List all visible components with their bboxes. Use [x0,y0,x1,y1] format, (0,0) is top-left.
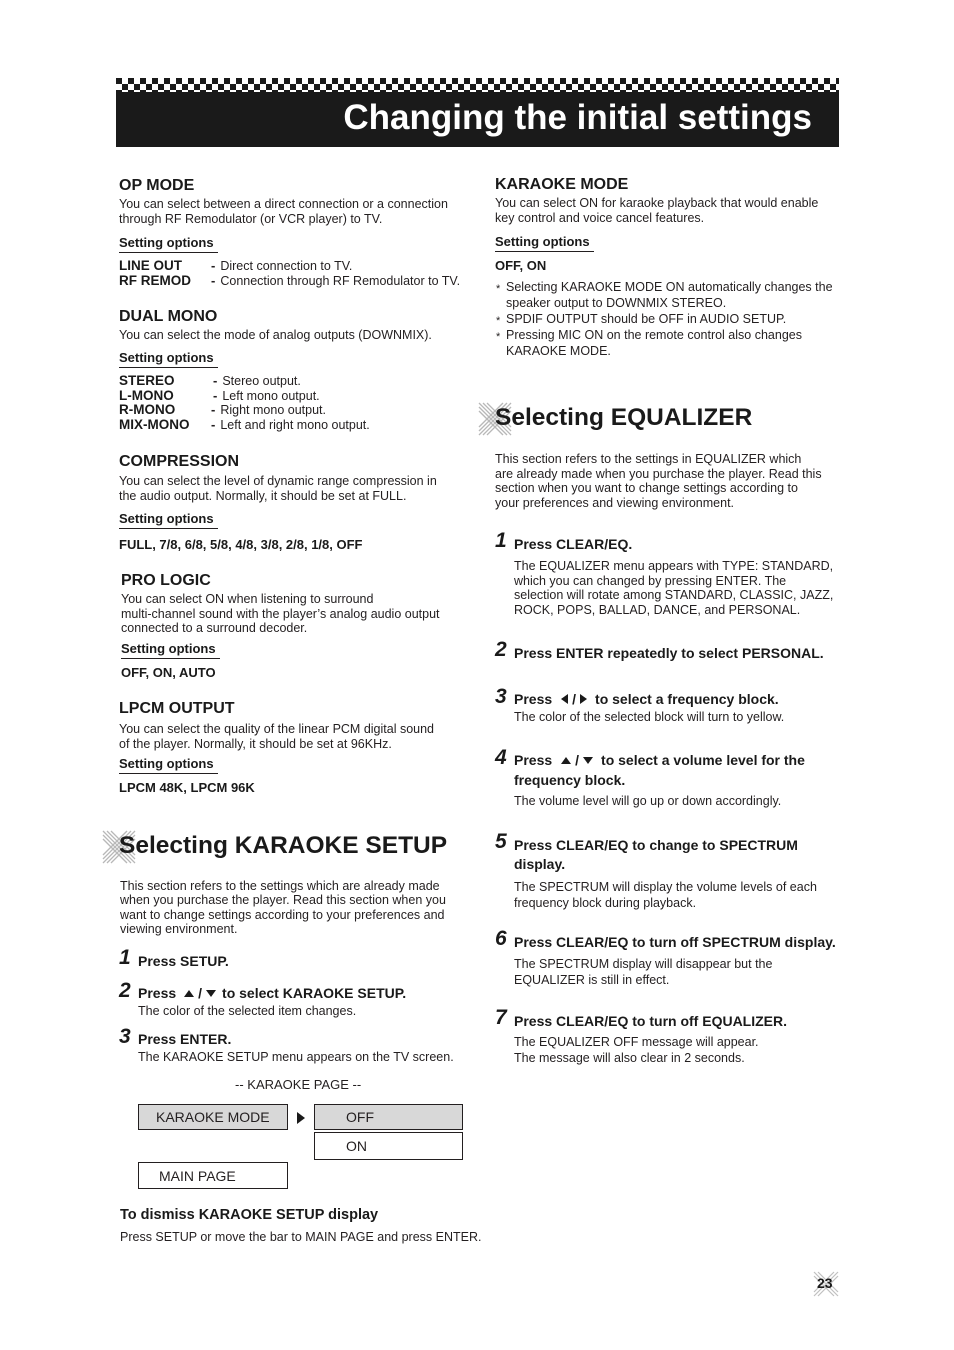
up-arrow-icon [184,990,194,997]
step-sub-line: frequency block during playback. [514,896,697,910]
step-sub-line: The message will also clear in 2 seconds. [514,1051,745,1065]
step-text [514,691,779,707]
left-arrow-icon [561,694,568,704]
step-sub [514,956,849,988]
step-text [514,752,805,768]
option-name: LINE OUT [119,258,182,273]
step-sub [514,879,849,911]
option-dash: - [211,258,216,273]
menu-item-main-page: MAIN PAGE [138,1162,288,1189]
intro-line: want to change settings according to your preferences and [120,907,445,922]
step-text-part: to select a volume level for the [601,752,805,768]
step-sub: The color of the selected block will turn to yellow. [514,710,785,724]
karaoke-mode-values: OFF, ON [495,258,547,273]
op-mode-desc [119,197,464,226]
option-desc: Connection through RF Remodulator to TV. [220,274,461,288]
step-number: 2 [119,979,131,1002]
step-text-part: to select a frequency block. [595,691,779,707]
step-number: 1 [119,946,131,969]
option-dash: - [211,273,216,288]
note-line: Pressing MIC ON on the remote control also changes [506,328,802,342]
step-sub-line: selection will rotate among STANDARD, CLASSIC, JAZZ, [514,588,834,602]
op-mode-setting-options-label: Setting options [119,235,218,253]
karaoke-setup-intro [120,879,465,936]
intro-line: when you purchase the player. Read this section when you [120,893,446,908]
op-mode-heading: OP MODE [119,177,195,194]
step-number: 3 [119,1025,131,1048]
equalizer-intro [495,452,845,510]
lpcm-output-desc-line: of the player. Normally, it should be set at 96KHz. [119,736,392,751]
step-sub-line: ROCK, POPS, BALLAD, DANCE, and PERSONAL. [514,602,801,617]
option-desc: Left mono output. [222,389,320,403]
option-dash: - [213,388,218,403]
option-desc: Left and right mono output. [220,418,370,432]
asterisk-icon: * [496,315,501,327]
karaoke-mode-desc-line: key control and voice cancel features. [495,210,705,225]
note-item [496,311,846,327]
compression-desc [119,474,464,503]
intro-line: are already made when you purchase the player. Read this [495,466,822,481]
lpcm-output-setting-options-label: Setting options [119,756,218,774]
step-text: Press CLEAR/EQ to turn off SPECTRUM display. [514,934,836,950]
option-name: RF REMOD [119,273,191,288]
compression-desc-line: the audio output. Normally, it should be set at FULL. [119,488,407,503]
note-line: speaker output to DOWNMIX STEREO. [506,296,727,310]
step-sub-line: The EQUALIZER menu appears with TYPE: STANDARD, [514,559,834,573]
compression-desc-line: You can select the level of dynamic range compression in [119,474,437,488]
step-number: 1 [495,529,507,552]
dual-mono-desc: You can select the mode of analog outputs (DOWNMIX). [119,328,432,342]
intro-line: This section refers to the settings in EQUALIZER which [495,452,802,466]
note-line: SPDIF OUTPUT should be OFF in AUDIO SETUP. [506,312,787,326]
up-arrow-icon [561,757,571,764]
dual-mono-option-stereo [119,373,301,388]
step-sub-line: which you can changed by pressing ENTER. The [514,573,787,588]
slash: / [575,752,580,768]
dual-mono-option-l-mono [119,388,320,403]
dismiss-heading: To dismiss KARAOKE SETUP display [120,1207,379,1223]
down-arrow-icon [583,757,593,764]
op-mode-option-line-out [119,258,352,273]
slash: / [572,691,577,707]
right-arrow-icon [580,694,587,704]
note-line: KARAOKE MODE. [506,344,611,358]
pro-logic-setting-options-label: Setting options [121,641,220,659]
option-name: L-MONO [119,388,174,403]
step-number: 4 [495,746,507,769]
header-banner [116,92,839,147]
intro-line: section when you want to change settings according to [495,481,798,496]
menu-option-off: OFF [314,1104,463,1130]
pro-logic-desc [121,592,466,636]
step-sub-line: The EQUALIZER OFF message will appear. [514,1035,759,1049]
step-text: Press CLEAR/EQ to change to SPECTRUM [514,837,798,853]
option-dash: - [213,373,218,388]
karaoke-mode-desc-line: You can select ON for karaoke playback that would enable [495,196,819,210]
karaoke-mode-desc [495,196,845,225]
step-text-continued: frequency block. [514,772,626,788]
note-line: Selecting KARAOKE MODE ON automatically changes the [506,280,833,294]
step-text-part: Press [514,752,553,768]
slash: / [198,985,203,1001]
note-item [496,327,846,359]
option-dash: - [211,402,216,417]
step-number: 3 [495,685,507,708]
pro-logic-desc-line: multi-channel sound with the player’s analog audio output [121,606,440,621]
page-title: Changing the initial settings [343,98,812,137]
intro-line: viewing environment. [120,921,238,936]
step-sub-line: EQUALIZER is still in effect. [514,973,670,987]
dual-mono-option-r-mono [119,402,326,417]
dismiss-text: Press SETUP or move the bar to MAIN PAGE and press ENTER. [120,1230,482,1244]
karaoke-setup-heading: Selecting KARAOKE SETUP [119,832,448,859]
intro-line: This section refers to the settings which are already made [120,879,440,893]
op-mode-option-rf-remod [119,273,460,288]
option-desc: Direct connection to TV. [220,259,353,273]
step-number: 5 [495,830,507,853]
step-text-part: to select KARAOKE SETUP. [222,985,407,1001]
menu-item-karaoke-mode: KARAOKE MODE [138,1104,288,1130]
step-sub: The KARAOKE SETUP menu appears on the TV screen. [138,1050,454,1064]
step-text [138,985,406,1001]
pro-logic-desc-line: You can select ON when listening to surround [121,592,374,606]
pro-logic-heading: PRO LOGIC [121,572,211,589]
dual-mono-option-mix-mono [119,417,370,432]
step-sub: The volume level will go up or down accordingly. [514,794,782,808]
step-sub [514,1034,849,1066]
asterisk-icon: * [496,331,501,343]
lpcm-output-heading: LPCM OUTPUT [119,700,235,717]
asterisk-icon: * [496,283,501,295]
option-name: MIX-MONO [119,417,190,432]
dual-mono-setting-options-label: Setting options [119,350,218,368]
option-desc: Stereo output. [222,374,301,388]
pro-logic-values: OFF, ON, AUTO [121,665,216,680]
step-sub-line: The SPECTRUM display will disappear but the [514,957,773,971]
step-text: Press CLEAR/EQ to turn off EQUALIZER. [514,1013,788,1029]
pro-logic-desc-line: connected to a surround decoder. [121,621,308,636]
step-number: 6 [495,927,507,950]
lpcm-output-values: LPCM 48K, LPCM 96K [119,780,255,795]
step-sub-line: The SPECTRUM will display the volume levels of each [514,880,817,894]
lpcm-output-desc [119,722,464,751]
option-name: STEREO [119,373,175,388]
page-number: 23 [817,1275,833,1291]
note-item [496,279,846,311]
step-text-part: Press [138,985,177,1001]
compression-values: FULL, 7/8, 6/8, 5/8, 4/8, 3/8, 2/8, 1/8, OFF [119,537,363,552]
step-text: Press SETUP. [138,953,229,969]
karaoke-mode-heading: KARAOKE MODE [495,176,629,193]
right-pointer-icon [297,1112,305,1124]
step-text: Press ENTER. [138,1031,232,1047]
op-mode-desc-line: through RF Remodulator (or VCR player) to TV. [119,211,383,226]
step-number: 2 [495,638,507,661]
option-desc: Right mono output. [220,403,326,417]
menu-option-on: ON [314,1132,463,1160]
down-arrow-icon [206,990,216,997]
compression-heading: COMPRESSION [119,453,240,470]
karaoke-page-title: -- KARAOKE PAGE -- [235,1077,362,1092]
intro-line: your preferences and viewing environment. [495,495,735,510]
lpcm-output-desc-line: You can select the quality of the linear PCM digital sound [119,722,435,736]
step-text-continued: display. [514,856,566,872]
step-number: 7 [495,1006,507,1029]
option-dash: - [211,417,216,432]
step-sub [514,559,849,617]
equalizer-heading: Selecting EQUALIZER [495,404,753,431]
op-mode-desc-line: You can select between a direct connection or a connection [119,197,448,211]
step-text-part: Press [514,691,553,707]
compression-setting-options-label: Setting options [119,511,218,529]
option-name: R-MONO [119,402,176,417]
step-sub: The color of the selected item changes. [138,1004,357,1018]
step-text: Press ENTER repeatedly to select PERSONAL. [514,645,824,661]
step-text: Press CLEAR/EQ. [514,536,633,552]
karaoke-mode-setting-options-label: Setting options [495,234,594,252]
dual-mono-heading: DUAL MONO [119,308,218,325]
